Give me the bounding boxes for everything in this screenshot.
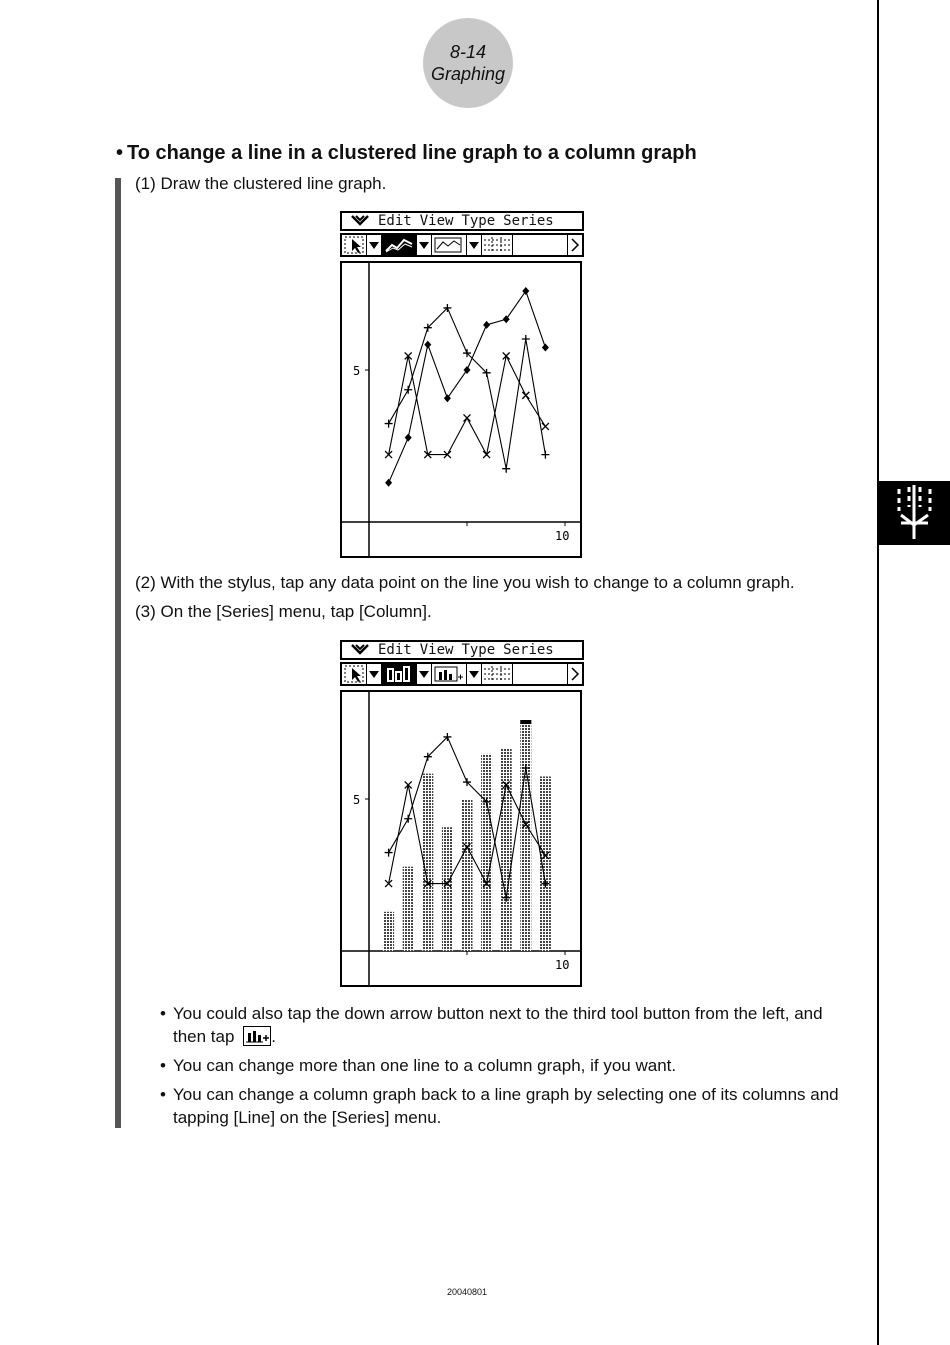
triangle-down-icon [418,669,430,679]
data-point-plus [385,849,393,857]
data-point-x [542,423,549,430]
menu-series[interactable]: Series [503,641,554,658]
footer-code: 20040801 [447,1287,488,1297]
menu-view[interactable]: View [419,212,454,229]
data-point-diamond [424,341,431,349]
data-point-plus [502,465,510,473]
plot-area[interactable] [340,261,582,558]
x-tick-label: 10 [555,529,570,543]
triangle-down-icon [368,669,380,679]
line-chart [342,263,580,556]
data-point-plus [541,451,549,459]
menu-type[interactable]: Type [461,212,496,229]
line-chart-icon [434,236,464,254]
chevron-right-icon [570,667,580,681]
section-heading: • To change a line in a clustered line graph to a column graph [116,142,697,164]
note-1: • You could also tap the down arrow button next to the third tool button from the left, and then tap . [160,1002,860,1048]
column-bar [520,720,531,951]
menu-type[interactable]: Type [461,641,496,658]
triangle-down-icon [468,669,480,679]
triangle-down-icon [418,240,430,250]
column-chart [342,692,580,985]
note-3: • You can change a column graph back to a line graph by selecting one of its columns and tapping [Line] on the [Series] menu. [160,1083,860,1129]
menu-view[interactable]: View [419,641,454,658]
screen-line-graph [340,211,584,558]
note-2: • You can change more than one line to a column graph, if you want. [160,1054,860,1077]
selected-bar-top [520,720,531,724]
column-bar [462,799,473,951]
chapter-tab [879,481,950,545]
menu-series[interactable]: Series [503,212,554,229]
chevron-down-icon[interactable] [350,642,370,658]
data-point-plus [522,335,530,343]
dropdown-arrow-3[interactable] [467,664,482,684]
step-3: (3) On the [Series] menu, tap [Column]. [135,602,432,621]
step-2: (2) With the stylus, tap any data point on the line you wish to change to a column graph. [135,573,795,592]
toolbar-scroll-button[interactable] [567,664,582,684]
column-graph-icon [243,1026,271,1046]
plot-area[interactable] [340,690,582,987]
column-bar [442,827,453,951]
page-number: 8-14 [449,42,487,62]
dropdown-arrow-2[interactable] [417,235,432,255]
data-point-plus [404,386,412,394]
chevron-down-icon[interactable] [350,213,370,229]
toolbar-spacer [513,664,567,684]
triangle-down-icon [368,240,380,250]
grid-icon [483,236,511,254]
select-tool-button[interactable] [342,235,367,255]
column-bar [383,912,394,951]
menu-edit[interactable]: Edit [378,641,412,658]
data-point-plus [385,420,393,428]
y-tick-label: 5 [353,364,361,378]
data-point-diamond [385,479,392,487]
dropdown-arrow-3[interactable] [467,235,482,255]
triangle-down-icon [468,240,480,250]
grid-icon [483,665,511,683]
data-point-x [522,392,529,399]
grid-tool-button[interactable] [482,664,513,684]
toolbar-spacer [513,235,567,255]
column-graph-icon [384,665,414,683]
grid-tool-button[interactable] [482,235,513,255]
dropdown-arrow-1[interactable] [367,664,382,684]
chart-tool-button[interactable] [432,235,467,255]
notes-list [160,1002,860,1135]
toolbar [340,233,584,257]
page-edge-rule [877,0,879,1345]
menu-edit[interactable]: Edit [378,212,412,229]
line-graph-icon [384,236,414,254]
data-point-diamond [483,321,490,329]
menu-bar [340,211,584,231]
x-tick-label: 10 [555,958,570,972]
column-graph-tool-button[interactable] [382,664,417,684]
pointer-icon [344,665,364,683]
screen-column-graph [340,640,584,987]
bar-chart-icon [434,665,464,683]
column-bar [403,867,414,951]
section-title: To change a line in a clustered line graph to a column graph [127,142,697,164]
dropdown-arrow-2[interactable] [417,664,432,684]
menu-bar [340,640,584,660]
data-point-diamond [542,343,549,351]
page-badge [423,18,513,108]
data-point-x [464,414,471,421]
line-graph-tool-button[interactable] [382,235,417,255]
stat-plot-icon [879,481,950,545]
chapter-name: Graphing [430,64,506,84]
chevron-right-icon [570,238,580,252]
y-tick-label: 5 [353,793,361,807]
chart-tool-button[interactable] [432,664,467,684]
section-bar [115,178,121,1128]
toolbar [340,662,584,686]
data-point-plus [404,815,412,823]
step-1: (1) Draw the clustered line graph. [135,174,387,193]
pointer-icon [344,236,364,254]
data-point-diamond [405,434,412,442]
dropdown-arrow-1[interactable] [367,235,382,255]
column-bar [481,754,492,951]
select-tool-button[interactable] [342,664,367,684]
column-bar [501,748,512,951]
toolbar-scroll-button[interactable] [567,235,582,255]
